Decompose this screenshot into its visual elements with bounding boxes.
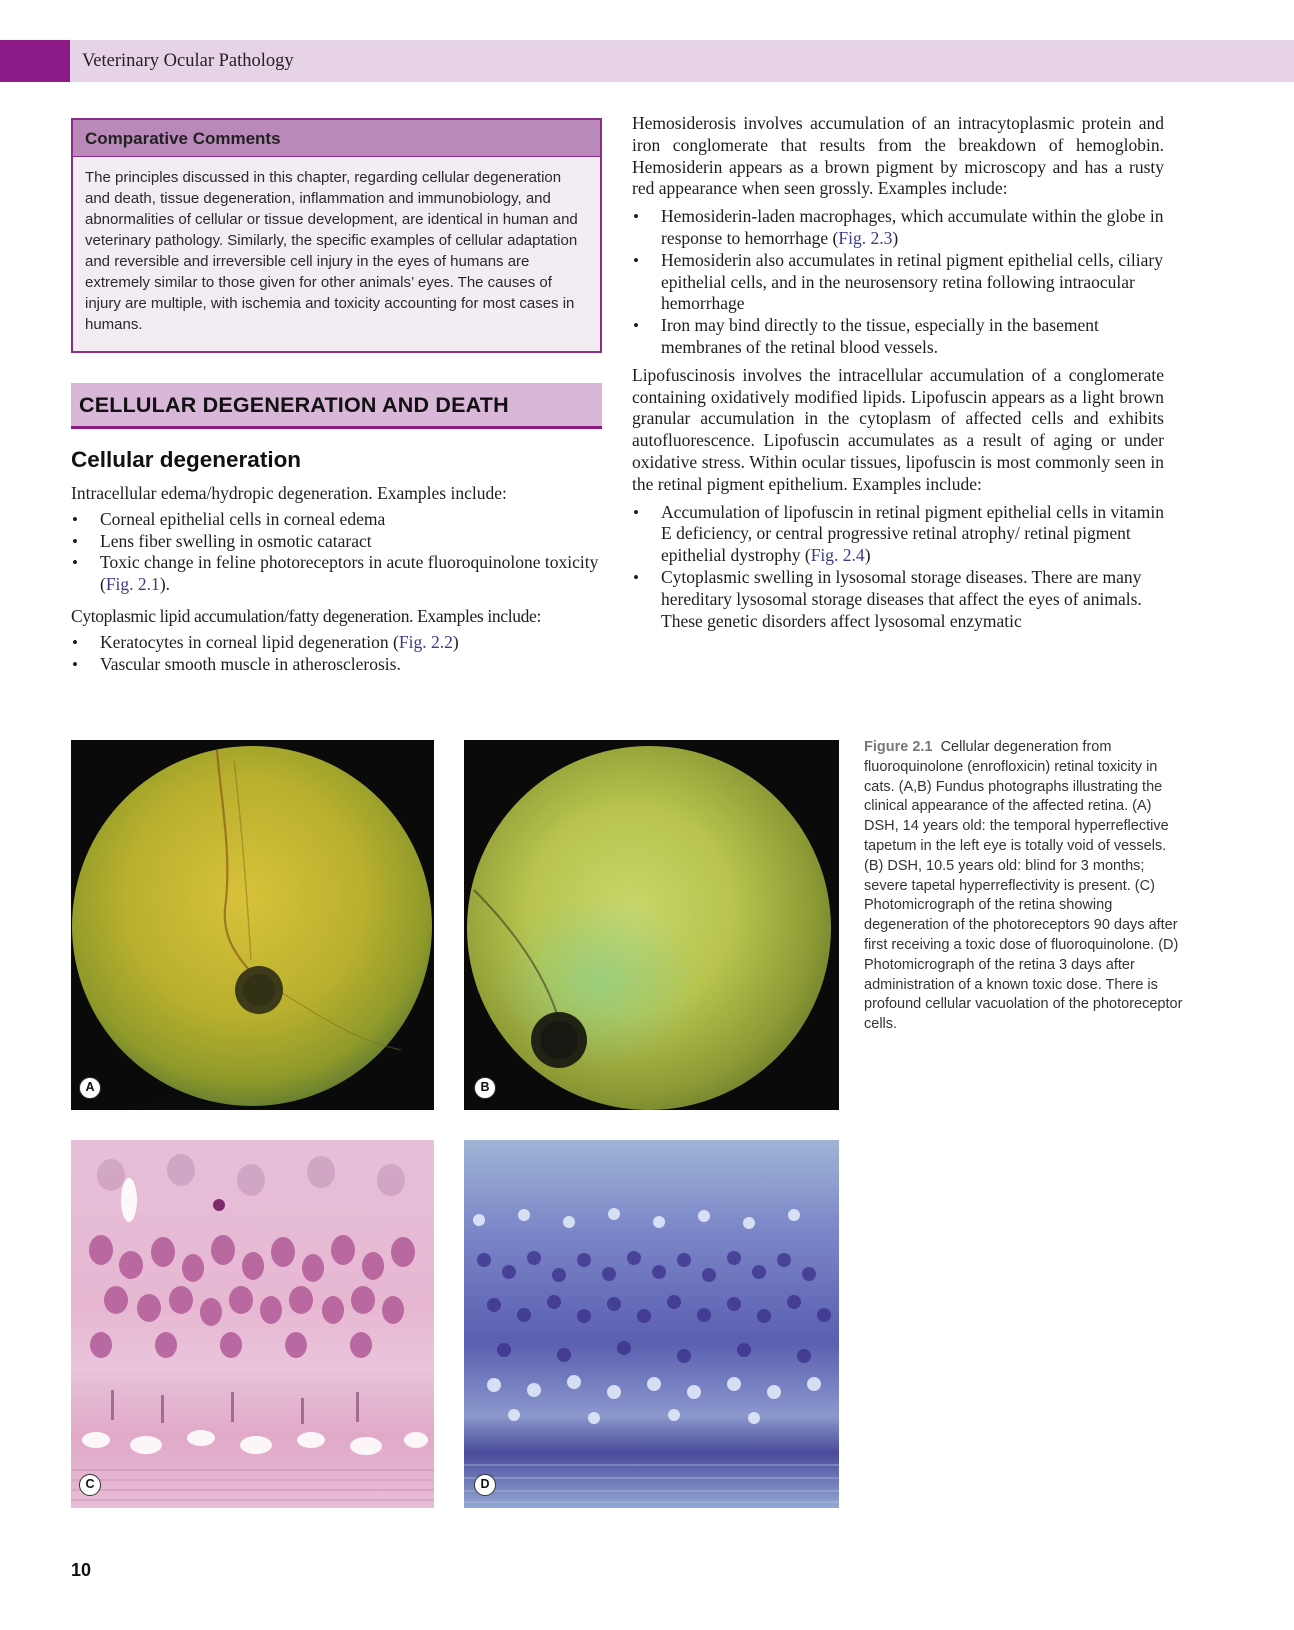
list-item: • Hemosiderin-laden macrophages, which accumulate within the globe in response to hemorrhage (Fig. 2.3) — [632, 206, 1164, 250]
figure-panel-a-fundus-photo — [71, 740, 434, 1110]
figure-link[interactable]: Fig. 2.1 — [105, 574, 160, 595]
paragraph-fatty: Cytoplasmic lipid accumulation/fatty degeneration. Examples include: — [71, 605, 541, 626]
figure-link[interactable]: Fig. 2.4 — [810, 545, 865, 566]
panel-label-b: B — [474, 1077, 496, 1099]
list-fatty — [71, 632, 602, 676]
list-hydropic — [71, 509, 602, 596]
figure-panel-d-photomicrograph — [464, 1140, 839, 1508]
page-number: 10 — [71, 1560, 92, 1580]
figure-panel-c-photomicrograph — [71, 1140, 434, 1508]
paragraph-hydropic: Intracellular edema/hydropic degeneration. Examples include: — [71, 483, 507, 503]
running-header — [0, 40, 1294, 82]
list-item: • Iron may bind directly to the tissue, especially in the basement membranes of the retinal blood vessels. — [632, 315, 1164, 359]
list-lipofuscinosis — [632, 502, 1164, 633]
figure-panel-b-fundus-photo — [464, 740, 839, 1110]
panel-label-c: C — [79, 1474, 101, 1496]
list-item: • Cytoplasmic swelling in lysosomal storage diseases. There are many hereditary lysosomal storage diseases that affect the eyes of animals. These genetic disorders affect lysosomal enzymatic — [632, 567, 1164, 632]
panel-label-d: D — [474, 1474, 496, 1496]
list-item: • Vascular smooth muscle in atherosclerosis. — [71, 654, 602, 676]
paragraph-lipofuscinosis: Lipofuscinosis involves the intracellular accumulation of a conglomerate containing oxidatively modified lipids. Lipofuscin appears as a light brown granular accumulation in the cytoplasm of affected cells and exhibits autofluorescence. Lipofuscin accumulates as a result of aging or under oxidative stress. Within ocular tissues, lipofuscin is most commonly seen in the retinal pigment epithelium. Examples include: — [632, 364, 1164, 494]
figure-caption-text: Cellular degeneration from fluoroquinolone (enrofloxicin) retinal toxicity in cats. (A,B) Fundus photographs illustrating the clinical appearance of the affected retina. (A) DSH, 14 years old: the temporal hyperreflective tapetum in the left eye is totally void of vessels. (B) DSH, 10.5 years old: blind for 3 months; severe tapetal hyperreflectivity is present. (C) Photomicrograph of the retina showing degeneration of the photoreceptors 90 days after first receiving a toxic dose of fluoroquinolone. (D) Photomicrograph of the retina 3 days after administration of a known toxic dose. There is profound cellular vacuolation of the photoreceptor cells. — [864, 739, 1183, 1033]
panel-label-a: A — [79, 1077, 101, 1099]
list-item: • Corneal epithelial cells in corneal edema — [71, 509, 602, 531]
comparative-comments-body: The principles discussed in this chapter, regarding cellular degeneration and death, tissue degeneration, inflammation and immunobiology, and abnormalities of cellular or tissue development, are identical in human and veterinary pathology. Similarly, the specific examples of cellular adaptation and reversible and irreversible cell injury in the eyes of humans are extremely similar to those given for other animals’ eyes. The causes of injury are multiple, with ischemia and toxicity accounting for most cases in humans. — [85, 169, 578, 333]
left-column — [71, 118, 602, 675]
list-hemosiderosis — [632, 206, 1164, 359]
section-heading: CELLULAR DEGENERATION AND DEATH — [71, 383, 602, 429]
subsection-heading: Cellular degeneration — [71, 447, 302, 472]
header-color-tab — [0, 40, 70, 82]
running-header-title: Veterinary Ocular Pathology — [82, 51, 294, 71]
comparative-comments-title: Comparative Comments — [73, 120, 600, 157]
paragraph-hemosiderosis: Hemosiderosis involves accumulation of an intracytoplasmic protein and iron conglomerate that results from the breakdown of hemoglobin. Hemosiderin appears as a brown pigment by microscopy and has a rusty red appearance when seen grossly. Examples include: — [632, 113, 1164, 199]
figure-label: Figure 2.1 — [864, 739, 933, 755]
list-item: • Toxic change in feline photoreceptors in acute fluoroquinolone toxicity (Fig. 2.1). — [71, 552, 602, 596]
list-item: • Hemosiderin also accumulates in retinal pigment epithelial cells, ciliary epithelial cells, and in the neurosensory retina following intraocular hemorrhage — [632, 250, 1164, 315]
list-item: • Lens fiber swelling in osmotic cataract — [71, 531, 602, 553]
figure-link[interactable]: Fig. 2.2 — [398, 631, 453, 652]
comparative-comments-box — [71, 118, 602, 353]
list-item: • Keratocytes in corneal lipid degeneration (Fig. 2.2) — [71, 632, 602, 654]
figure-caption — [864, 738, 1184, 1035]
figure-link[interactable]: Fig. 2.3 — [838, 227, 893, 248]
list-item: • Accumulation of lipofuscin in retinal pigment epithelial cells in vitamin E deficiency, or central progressive retinal atrophy/ retinal pigment epithelial dystrophy (Fig. 2.4) — [632, 502, 1164, 567]
right-column — [632, 113, 1164, 632]
